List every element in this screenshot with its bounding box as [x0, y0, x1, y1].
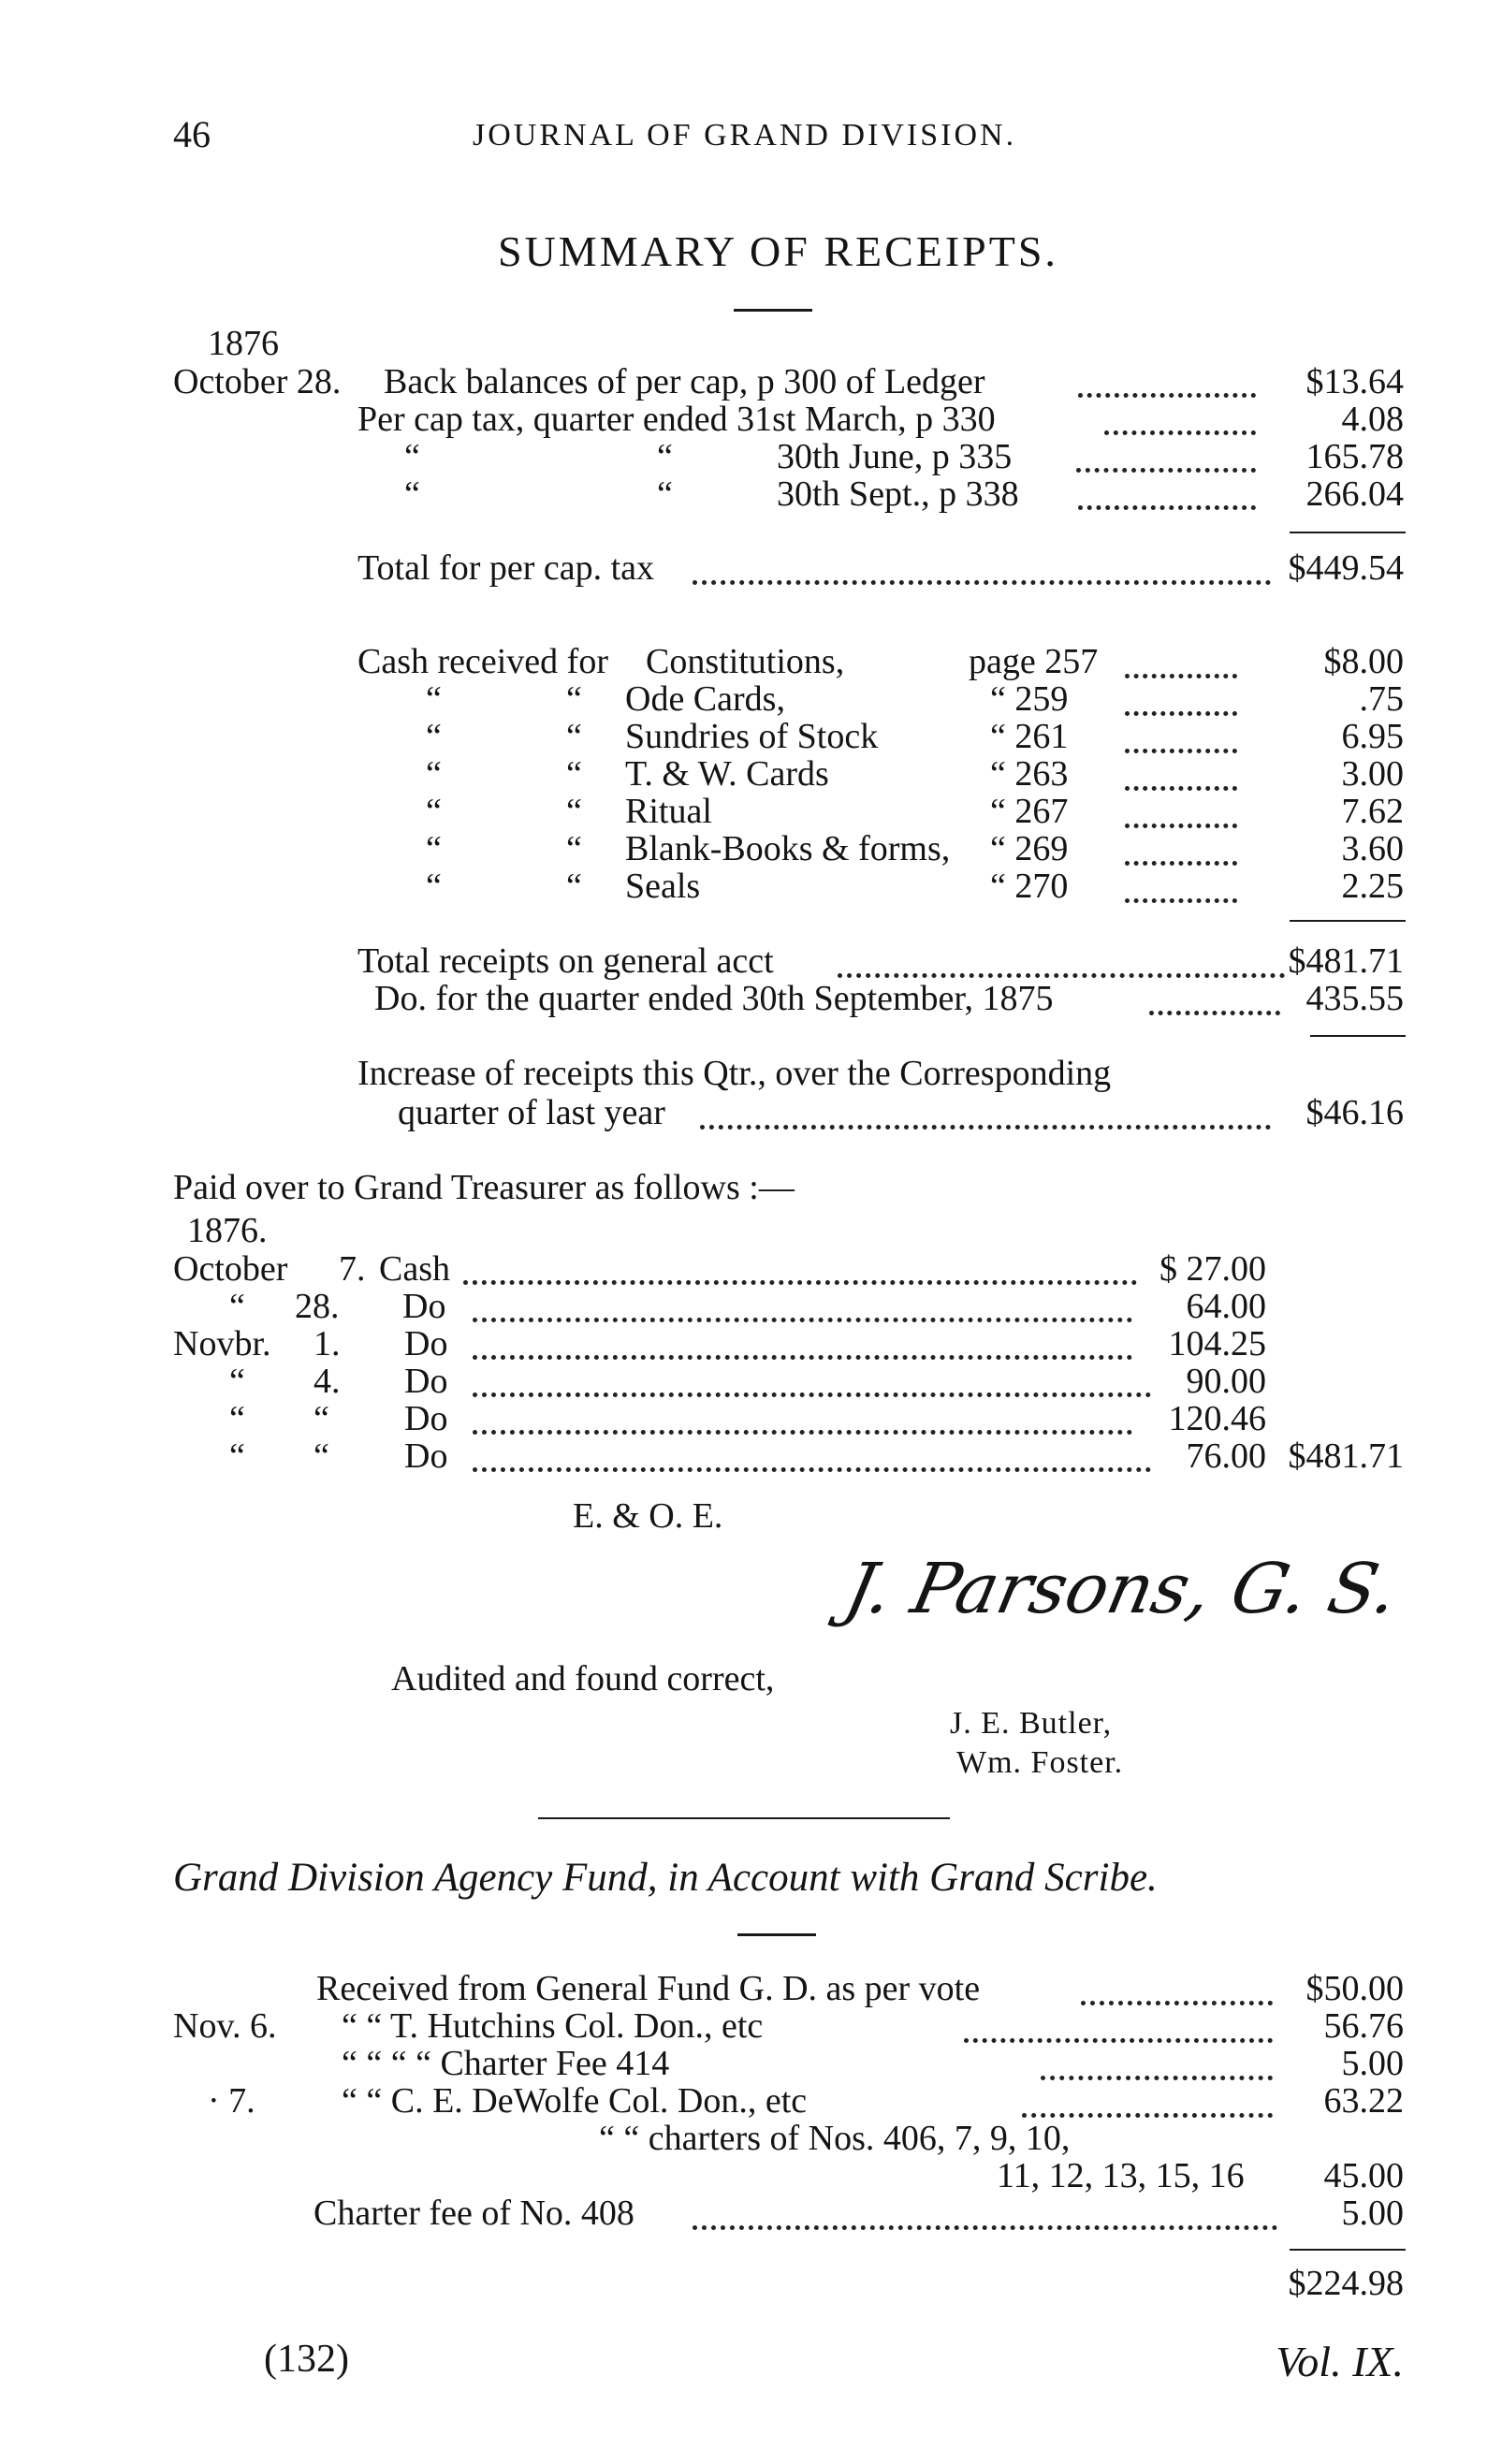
cash-item: Seals: [625, 867, 701, 906]
paid-desc: Do: [404, 1436, 448, 1476]
paid-amount: 120.46: [1168, 1399, 1266, 1438]
ditto-mark: “: [657, 437, 673, 476]
ditto-mark: “: [566, 829, 582, 868]
amount: 4.08: [1341, 400, 1404, 439]
total-per-cap-label: Total for per cap. tax: [357, 548, 655, 588]
paid-year: 1876.: [187, 1211, 268, 1250]
paid-day: 4.: [314, 1362, 341, 1401]
per-cap-row: Per cap tax, quarter ended 31st March, p 330: [357, 400, 996, 439]
amount: $8.00: [1323, 642, 1404, 681]
leader-dots: [473, 1318, 1132, 1322]
cash-item: Ode Cards,: [625, 679, 785, 719]
date-october-28: October 28.: [173, 362, 342, 401]
paid-day: “: [314, 1399, 329, 1438]
paid-desc: Cash: [379, 1249, 450, 1289]
paid-month: “: [229, 1436, 245, 1476]
leader-dots: [1125, 711, 1237, 716]
leader-dots: [1076, 468, 1256, 473]
cash-page: “ 269: [990, 829, 1069, 868]
paid-desc: Do: [404, 1399, 448, 1438]
paid-month: October: [173, 1249, 288, 1289]
agency-row-desc: “ “ charters of Nos. 406, 7, 9, 10,: [599, 2119, 1071, 2158]
sum-rule: [1310, 1035, 1406, 1037]
leader-dots: [1149, 1011, 1280, 1015]
total-per-cap-amount: $449.54: [1288, 548, 1404, 588]
leader-dots: [1078, 393, 1256, 398]
cash-item: Ritual: [625, 792, 712, 831]
ditto-mark: “: [566, 754, 582, 794]
footer-page-number: (132): [264, 2338, 349, 2381]
ditto-mark: “: [404, 437, 420, 476]
paid-desc: Do: [404, 1324, 448, 1363]
paid-day: 28.: [295, 1287, 340, 1326]
leader-dots: [473, 1392, 1151, 1397]
ditto-mark: “: [404, 474, 420, 514]
section-rule: [538, 1817, 950, 1819]
footer-volume: Vol. IX.: [1276, 2338, 1404, 2385]
agency-row-desc: 11, 12, 13, 15, 16: [997, 2156, 1245, 2195]
leader-dots: [693, 580, 1271, 585]
leader-dots: [1125, 749, 1237, 753]
paid-amount: 104.25: [1168, 1324, 1266, 1363]
cash-page: “ 261: [990, 717, 1069, 756]
paid-desc: Do: [402, 1287, 446, 1326]
ditto-mark: “: [657, 474, 673, 514]
cash-page: “ 267: [990, 792, 1069, 831]
cash-page: “ 270: [990, 867, 1069, 906]
auditor-foster: Wm. Foster.: [956, 1745, 1124, 1780]
cash-page: “ 263: [990, 754, 1069, 794]
paid-month: Novbr.: [173, 1324, 271, 1363]
previous-quarter-label: Do. for the quarter ended 30th September, 1875: [374, 979, 1054, 1018]
increase-line-2: quarter of last year: [398, 1093, 665, 1132]
paid-over-heading: Paid over to Grand Treasurer as follows :—: [173, 1168, 795, 1207]
leader-dots: [473, 1467, 1151, 1472]
amount: 266.04: [1305, 474, 1404, 514]
amount: 165.78: [1305, 437, 1404, 476]
agency-row-amount: 56.76: [1323, 2006, 1404, 2046]
leader-dots: [1104, 430, 1256, 435]
agency-row-amount: 63.22: [1323, 2081, 1404, 2121]
cash-page: “ 259: [990, 679, 1069, 719]
agency-row-amount: 5.00: [1341, 2194, 1404, 2233]
increase-line-1: Increase of receipts this Qtr., over the Corresponding: [357, 1054, 1112, 1093]
agency-row-amount: 45.00: [1323, 2156, 1404, 2195]
agency-row-desc: Charter fee of No. 408: [314, 2194, 634, 2233]
paid-day: “: [314, 1436, 329, 1476]
ditto-mark: “: [566, 792, 582, 831]
amount: 7.62: [1341, 792, 1404, 831]
leader-dots: [473, 1430, 1132, 1435]
amount: 3.00: [1341, 754, 1404, 794]
cash-item: T. & W. Cards: [625, 754, 829, 794]
paid-month: “: [229, 1287, 245, 1326]
cash-row-label: Cash received for: [357, 642, 608, 681]
signature: J. Parsons, G. S.: [838, 1549, 1406, 1629]
ditto-mark: “: [566, 867, 582, 906]
paid-month: “: [229, 1399, 245, 1438]
agency-row-amount: $50.00: [1305, 1969, 1404, 2008]
agency-row-amount: 5.00: [1341, 2044, 1404, 2083]
leader-dots: [693, 2225, 1277, 2230]
ditto-mark: “: [426, 867, 442, 906]
amount: 3.60: [1341, 829, 1404, 868]
errors-omissions-excepted: E. & O. E.: [573, 1496, 723, 1536]
leader-dots: [1081, 2001, 1273, 2005]
leader-dots: [964, 2038, 1273, 2043]
leader-dots: [1125, 861, 1237, 866]
paid-day: 1.: [314, 1324, 341, 1363]
previous-quarter-amount: 435.55: [1305, 979, 1404, 1018]
agency-row-desc: “ “ C. E. DeWolfe Col. Don., etc: [342, 2081, 808, 2121]
agency-row-date: · 7.: [208, 2081, 255, 2121]
summary-title: SUMMARY OF RECEIPTS.: [498, 227, 1058, 275]
running-title: JOURNAL OF GRAND DIVISION.: [473, 118, 1017, 153]
total-general-label: Total receipts on general acct: [357, 941, 774, 981]
leader-dots: [1125, 898, 1237, 903]
leader-dots: [1125, 786, 1237, 791]
cash-page: page 257: [969, 642, 1099, 681]
year-1876: 1876: [208, 324, 279, 363]
agency-total: $224.98: [1288, 2264, 1404, 2303]
auditor-butler: J. E. Butler,: [950, 1706, 1113, 1741]
cash-item: Constitutions,: [646, 642, 845, 681]
paid-month: “: [229, 1362, 245, 1401]
paid-day: 7.: [339, 1249, 366, 1289]
total-general-amount: $481.71: [1288, 941, 1404, 981]
page-number: 46: [173, 113, 211, 155]
cash-item: Sundries of Stock: [625, 717, 879, 756]
amount: 2.25: [1341, 867, 1404, 906]
ditto-mark: “: [426, 717, 442, 756]
ditto-mark: “: [426, 792, 442, 831]
agency-fund-title: Grand Division Agency Fund, in Account with Grand Scribe.: [173, 1856, 1158, 1900]
leader-dots: [1125, 674, 1237, 678]
leader-dots: [473, 1355, 1132, 1360]
agency-row-desc: “ “ T. Hutchins Col. Don., etc: [342, 2006, 764, 2046]
paid-amount: 90.00: [1186, 1362, 1266, 1401]
per-cap-row: 30th Sept., p 338: [777, 474, 1019, 514]
sum-rule: [1290, 532, 1406, 533]
short-rule: [734, 309, 812, 312]
agency-row-desc: Received from General Fund G. D. as per vote: [316, 1969, 981, 2008]
cash-item: Blank-Books & forms,: [625, 829, 951, 868]
audit-statement: Audited and found correct,: [391, 1659, 775, 1699]
increase-amount: $46.16: [1305, 1093, 1404, 1132]
amount: $13.64: [1305, 362, 1404, 401]
leader-dots: [1041, 2076, 1273, 2080]
paid-total: $481.71: [1288, 1436, 1404, 1476]
leader-dots: [700, 1125, 1271, 1130]
sum-rule: [1290, 2249, 1406, 2251]
per-cap-row: Back balances of per cap, p 300 of Ledger: [384, 362, 985, 401]
ditto-mark: “: [426, 679, 442, 719]
amount: .75: [1359, 679, 1404, 719]
ditto-mark: “: [426, 829, 442, 868]
short-rule: [737, 1933, 816, 1936]
ditto-mark: “: [566, 717, 582, 756]
paid-desc: Do: [404, 1362, 448, 1401]
leader-dots: [463, 1280, 1137, 1285]
amount: 6.95: [1341, 717, 1404, 756]
sum-rule: [1290, 920, 1406, 922]
per-cap-row: 30th June, p 335: [777, 437, 1013, 476]
paid-amount: 76.00: [1186, 1436, 1266, 1476]
leader-dots: [1125, 824, 1237, 828]
ditto-mark: “: [426, 754, 442, 794]
leader-dots: [1078, 505, 1256, 510]
agency-row-date: Nov. 6.: [173, 2006, 277, 2046]
paid-amount: 64.00: [1186, 1287, 1266, 1326]
ditto-mark: “: [566, 679, 582, 719]
agency-row-desc: “ “ “ “ Charter Fee 414: [342, 2044, 670, 2083]
paid-amount: $ 27.00: [1159, 1249, 1266, 1289]
